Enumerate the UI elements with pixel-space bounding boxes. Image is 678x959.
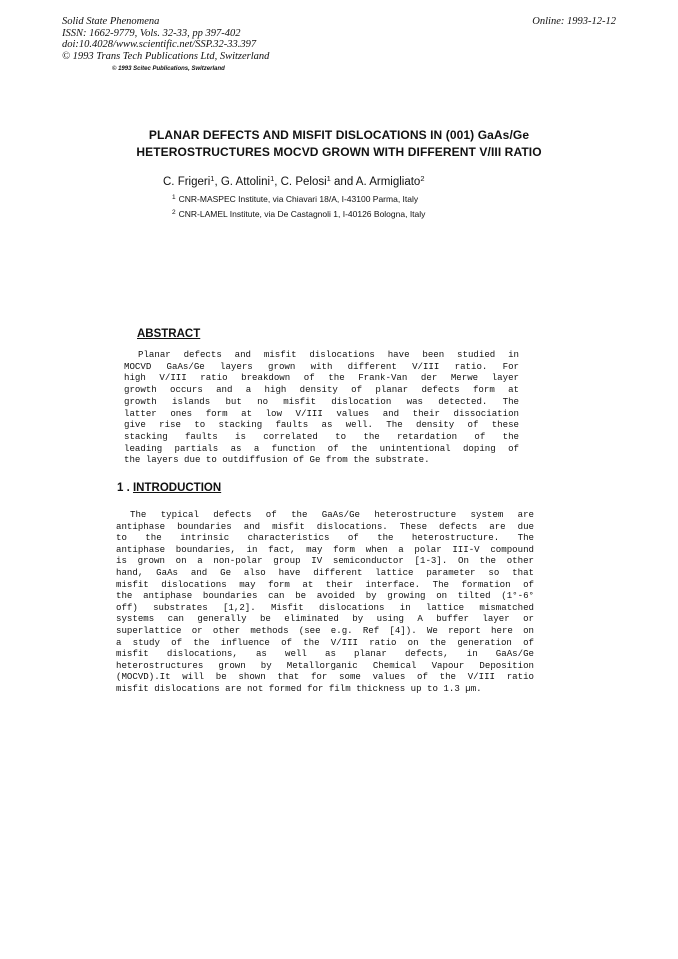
intro-line: a study of the influence of the V/III ratio on the generation of	[116, 636, 534, 648]
affiliation-1-text: CNR-MASPEC Institute, via Chiavari 18/A, I-43100 Parma, Italy	[178, 194, 419, 204]
intro-line: heterostructures grown by Metallorganic Chemical Vapour Deposition	[116, 659, 534, 671]
abstract-heading: ABSTRACT	[137, 328, 201, 340]
section-number: 1 .	[117, 482, 133, 494]
intro-line: The typical defects of the GaAs/Ge heterostructure system are	[130, 509, 534, 520]
journal-meta	[62, 16, 269, 62]
affiliation-2-sup: 2	[172, 209, 176, 216]
introduction-heading	[117, 482, 221, 494]
author-2-sup: 1	[270, 174, 275, 183]
intro-line: systems can generally be eliminated by using A buffer layer or	[116, 613, 534, 625]
abstract-line: stacking faults is correlated to the retardation of the	[124, 430, 519, 442]
author-3: , C. Pelosi	[274, 176, 327, 188]
doi-line: doi:10.4028/www.scientific.net/SSP.32-33.397	[62, 39, 257, 50]
intro-line: is grown on a non-polar group IV semiconductor [1-3]. On the other	[116, 555, 534, 567]
abstract-line: Planar defects and misfit dislocations have been studied in	[138, 349, 519, 360]
journal-name: Solid State Phenomena	[62, 16, 160, 27]
author-1: C. Frigeri	[163, 176, 211, 188]
intro-line: to the intrinsic characteristics of the heterostructure. The	[116, 532, 534, 544]
intro-line: antiphase boundaries and misfit dislocations. These defects are due	[116, 520, 534, 532]
abstract-line: growth occurs and a high density of planar defects form at	[124, 384, 519, 396]
author-4-sup: 2	[420, 174, 425, 183]
abstract-line: give rise to stacking faults as well. The density of these	[124, 419, 519, 431]
intro-line: antiphase boundaries, in fact, may form when a polar III-V compound	[116, 543, 534, 555]
intro-line: off) substrates [1,2]. Misfit dislocations in lattice mismatched	[116, 601, 534, 613]
issn-line: ISSN: 1662-9779, Vols. 32-33, pp 397-402	[62, 27, 241, 39]
introduction-body	[116, 509, 534, 695]
paper-title	[0, 127, 678, 161]
title-line-1: PLANAR DEFECTS AND MISFIT DISLOCATIONS IN (001) GaAs/Ge	[148, 128, 530, 142]
author-1-sup: 1	[210, 174, 215, 183]
abstract-body	[124, 349, 519, 466]
abstract-line: MOCVD GaAs/Ge layers grown with different V/III ratio. For	[124, 360, 519, 372]
intro-line: hand, GaAs and Ge also have different lattice parameter so that	[116, 566, 534, 578]
section-title: INTRODUCTION	[132, 482, 222, 494]
abstract-line: leading partials as a function of the unintentional doping of	[124, 442, 519, 454]
intro-line: misfit dislocations are not formed for film thickness up to 1.3 µm.	[116, 682, 482, 694]
intro-line: misfit dislocations may form at their interface. The formation of	[116, 578, 534, 590]
affiliation-2	[172, 209, 425, 219]
author-4: and A. Armigliato	[330, 176, 421, 188]
intro-line: the antiphase boundaries can be avoided by growing on tilted (1°-6°	[116, 590, 534, 602]
abstract-line: the layers due to outdiffusion of Ge from the substrate.	[124, 454, 430, 466]
affiliation-1	[172, 194, 418, 204]
intro-line: (MOCVD).It will be shown that for some values of the V/III ratio	[116, 671, 534, 683]
abstract-line: high V/III ratio breakdown of the Frank-Van der Merwe layer	[124, 372, 519, 384]
affiliation-1-sup: 1	[172, 194, 176, 201]
copyright-line: © 1993 Trans Tech Publications Ltd, Switzerland	[62, 50, 270, 62]
abstract-line: latter ones form at low V/III values and their dissociation	[124, 407, 519, 419]
online-date: Online: 1993-12-12	[532, 16, 616, 27]
author-2: , G. Attolini	[214, 176, 271, 188]
title-line-2: HETEROSTRUCTURES MOCVD GROWN WITH DIFFERENT V/III RATIO	[136, 145, 542, 159]
abstract-line: growth islands but no misfit dislocation was detected. The	[124, 395, 519, 407]
publisher-line: © 1993 Scitec Publications, Switzerland	[112, 66, 225, 72]
affiliation-2-text: CNR-LAMEL Institute, via De Castagnoli 1, I-40126 Bologna, Italy	[178, 209, 426, 219]
author-3-sup: 1	[326, 174, 331, 183]
author-list	[163, 174, 425, 188]
intro-line: misfit dislocations, as well as planar defects, in GaAs/Ge	[116, 648, 534, 660]
intro-line: superlattice or other methods (see e.g. Ref [4]). We report here on	[116, 624, 534, 636]
